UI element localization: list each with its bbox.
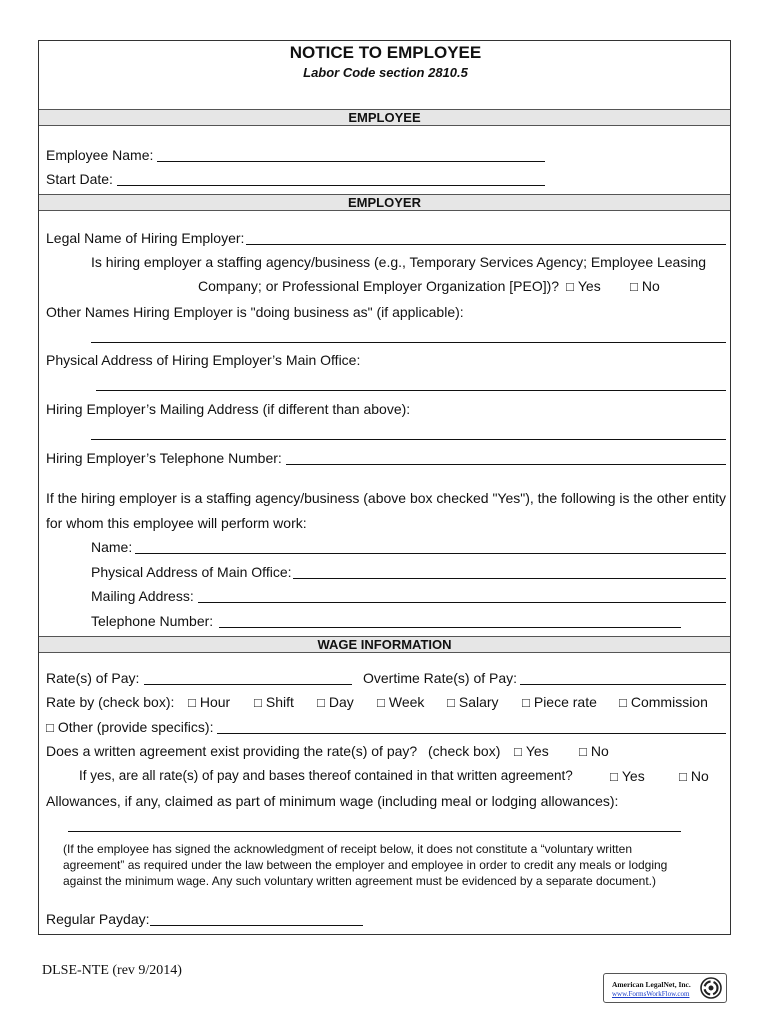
other-entity-address-label: Physical Address of Main Office:	[91, 564, 292, 580]
legal-name-label: Legal Name of Hiring Employer:	[46, 230, 245, 246]
rate-option-shift[interactable]: □ Shift	[254, 694, 294, 710]
staffing-question-line1: Is hiring employer a staffing agency/business (e.g., Temporary Services Agency; Employee Leasing	[91, 254, 707, 270]
other-entity-mailing-field[interactable]	[198, 602, 726, 603]
other-entity-mailing-label: Mailing Address:	[91, 588, 194, 604]
checkbox-icon[interactable]: □	[447, 695, 455, 710]
overtime-field[interactable]	[520, 684, 726, 685]
other-entity-name-label: Name:	[91, 539, 133, 555]
staffing-question-line2: Company; or Professional Employer Organization [PEO])?	[198, 278, 560, 294]
checkbox-icon[interactable]: □	[522, 695, 530, 710]
form-code: DLSE-NTE (rev 9/2014)	[42, 963, 182, 978]
checkbox-icon[interactable]: □	[317, 695, 325, 710]
staffing-yes-option[interactable]: □ Yes	[566, 278, 601, 294]
checkbox-icon[interactable]: □	[377, 695, 385, 710]
other-specifics-field[interactable]	[217, 733, 726, 734]
employer-section-heading: EMPLOYER	[39, 194, 730, 211]
agreement-no-option[interactable]: □ No	[579, 743, 609, 759]
rate-option-salary[interactable]: □ Salary	[447, 694, 499, 710]
other-entity-phone-label: Telephone Number:	[91, 613, 214, 629]
checkbox-icon[interactable]: □	[566, 279, 574, 294]
followup-yes-option[interactable]: □ Yes	[610, 768, 645, 784]
mailing-address-field[interactable]	[91, 439, 726, 440]
other-names-field[interactable]	[91, 342, 726, 343]
telephone-label: Hiring Employer’s Telephone Number:	[46, 450, 282, 466]
mailing-address-label: Hiring Employer’s Mailing Address (if different than above):	[46, 401, 411, 417]
rate-option-commission[interactable]: □ Commission	[619, 694, 708, 710]
form-title: NOTICE TO EMPLOYEE	[289, 43, 482, 62]
other-names-label: Other Names Hiring Employer is "doing business as" (if applicable):	[46, 304, 464, 320]
checkbox-icon[interactable]: □	[579, 744, 587, 759]
american-legalnet-logo	[603, 973, 727, 1003]
other-entity-phone-field[interactable]	[219, 627, 681, 628]
checkbox-icon[interactable]: □	[514, 744, 522, 759]
checkbox-icon[interactable]: □	[188, 695, 196, 710]
legalnet-seal-icon	[700, 977, 722, 999]
form-subtitle: Labor Code section 2810.5	[303, 65, 468, 80]
legal-name-field[interactable]	[246, 244, 726, 245]
telephone-field[interactable]	[286, 464, 726, 465]
other-entity-address-field[interactable]	[293, 578, 726, 579]
rate-option-piece-rate[interactable]: □ Piece rate	[522, 694, 597, 710]
checkbox-icon[interactable]: □	[46, 720, 54, 735]
checkbox-icon[interactable]: □	[254, 695, 262, 710]
brand-url-link[interactable]: www.FormsWorkFlow.com	[612, 990, 690, 998]
followup-no-option[interactable]: □ No	[679, 768, 709, 784]
rate-by-label: Rate by (check box):	[46, 694, 175, 710]
staffing-note-line1: If the hiring employer is a staffing agency/business (above box checked "Yes"), the following is the other entity	[46, 490, 726, 506]
staffing-note-line2: for whom this employee will perform work:	[46, 515, 307, 531]
staffing-no-option[interactable]: □ No	[630, 278, 660, 294]
start-date-field[interactable]	[117, 185, 545, 186]
rates-label: Rate(s) of Pay:	[46, 670, 140, 686]
physical-address-label: Physical Address of Hiring Employer’s Main Office:	[46, 352, 361, 368]
regular-payday-field[interactable]	[150, 925, 363, 926]
wage-section-heading: WAGE INFORMATION	[39, 636, 730, 653]
rate-option-week[interactable]: □ Week	[377, 694, 425, 710]
agreement-followup: If yes, are all rate(s) of pay and bases thereof contained in that written agreement?	[79, 768, 573, 783]
overtime-label: Overtime Rate(s) of Pay:	[363, 670, 518, 686]
employee-name-field[interactable]	[157, 161, 545, 162]
rates-field[interactable]	[144, 684, 352, 685]
notice-form	[38, 40, 731, 935]
rate-option-other[interactable]: □ Other (provide specifics):	[46, 719, 214, 735]
voluntary-agreement-note: (If the employee has signed the acknowledgment of receipt below, it does not constitute a “voluntary written agreement” as required under the law between the employer and employee in order to credit any meals or lodging against the minimum wage. Any such voluntary written agreement must be evidenced by a separate document.)	[63, 842, 668, 888]
brand-name: American LegalNet, Inc.	[612, 980, 691, 989]
agreement-question: Does a written agreement exist providing the rate(s) of pay?	[46, 743, 418, 759]
employee-section-heading: EMPLOYEE	[39, 109, 730, 126]
agreement-yes-option[interactable]: □ Yes	[514, 743, 549, 759]
allowances-label: Allowances, if any, claimed as part of minimum wage (including meal or lodging allowances):	[46, 793, 619, 809]
checkbox-icon[interactable]: □	[619, 695, 627, 710]
allowances-field[interactable]	[68, 831, 681, 832]
rate-option-hour[interactable]: □ Hour	[188, 694, 231, 710]
employee-name-label: Employee Name:	[46, 147, 154, 163]
physical-address-field[interactable]	[96, 390, 726, 391]
rate-option-day[interactable]: □ Day	[317, 694, 354, 710]
start-date-label: Start Date:	[46, 171, 113, 187]
checkbox-icon[interactable]: □	[630, 279, 638, 294]
checkbox-icon[interactable]: □	[679, 769, 687, 784]
check-box-hint: (check box)	[428, 743, 501, 759]
checkbox-icon[interactable]: □	[610, 769, 618, 784]
other-entity-name-field[interactable]	[135, 553, 726, 554]
regular-payday-label: Regular Payday:	[46, 911, 150, 927]
